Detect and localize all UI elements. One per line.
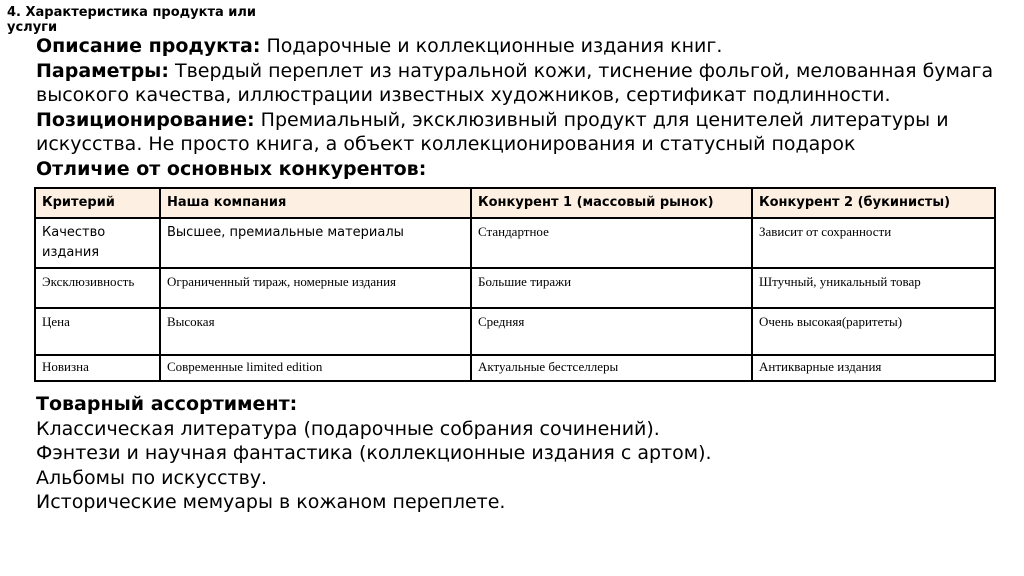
- competitors-heading: Отличие от основных конкурентов:: [36, 157, 427, 180]
- parameters-text: Твердый переплет из натуральной кожи, тиснение фольгой, мелованная бумага высокого качества, иллюстрации известных художников, сертификат подлинности.: [36, 59, 994, 106]
- table-cell: Высокая: [160, 308, 471, 355]
- product-positioning: [36, 108, 1011, 157]
- header-cell: Конкурент 2 (букинисты): [752, 188, 995, 218]
- table-row: [35, 308, 995, 355]
- table-cell: Новизна: [35, 355, 160, 381]
- table-cell: Средняя: [471, 308, 752, 355]
- table-cell: Антикварные издания: [752, 355, 995, 381]
- parameters-label: Параметры:: [36, 59, 169, 82]
- table-cell: Зависит от сохранности: [752, 218, 995, 268]
- header-cell: Наша компания: [160, 188, 471, 218]
- table-cell: Современные limited edition: [160, 355, 471, 381]
- product-assortment: [36, 392, 936, 515]
- product-parameters: [36, 59, 1011, 108]
- assortment-item: Исторические мемуары в кожаном переплете.: [36, 491, 506, 514]
- table-header-row: [35, 188, 995, 218]
- assortment-item: Классическая литература (подарочные собрания сочинений).: [36, 417, 660, 440]
- table-cell: Высшее, премиальные материалы: [160, 218, 471, 268]
- table-cell: Качество издания: [35, 218, 160, 268]
- table-cell: Большие тиражи: [471, 268, 752, 308]
- competitor-comparison-table: [34, 187, 996, 382]
- positioning-text: Премиальный, эксклюзивный продукт для ценителей литературы и искусства. Не просто книга, а объект коллекционирования и статусный подарок: [36, 108, 949, 155]
- table-row: [35, 218, 995, 268]
- table-cell: Штучный, уникальный товар: [752, 268, 995, 308]
- description-text: Подарочные и коллекционные издания книг.: [260, 35, 723, 57]
- product-description: [36, 34, 1011, 59]
- table-cell: Эксклюзивность: [35, 268, 160, 308]
- positioning-label: Позиционирование:: [36, 108, 255, 131]
- table-cell: Актуальные бестселлеры: [471, 355, 752, 381]
- slide-title: 4. Характеристика продукта или услуги: [7, 5, 257, 35]
- table-cell: Цена: [35, 308, 160, 355]
- header-cell: Критерий: [35, 188, 160, 218]
- assortment-item: Фэнтези и научная фантастика (коллекционные издания с артом).: [36, 442, 712, 465]
- description-label: Описание продукта:: [36, 35, 261, 57]
- table-cell: Очень высокая(раритеты): [752, 308, 995, 355]
- table-cell: Стандартное: [471, 218, 752, 268]
- table-cell: Ограниченный тираж, номерные издания: [160, 268, 471, 308]
- product-overview: [36, 34, 1011, 181]
- table-row: [35, 268, 995, 308]
- assortment-heading: Товарный ассортимент:: [36, 393, 298, 415]
- table-row: [35, 355, 995, 381]
- assortment-item: Альбомы по искусству.: [36, 466, 268, 489]
- header-cell: Конкурент 1 (массовый рынок): [471, 188, 752, 218]
